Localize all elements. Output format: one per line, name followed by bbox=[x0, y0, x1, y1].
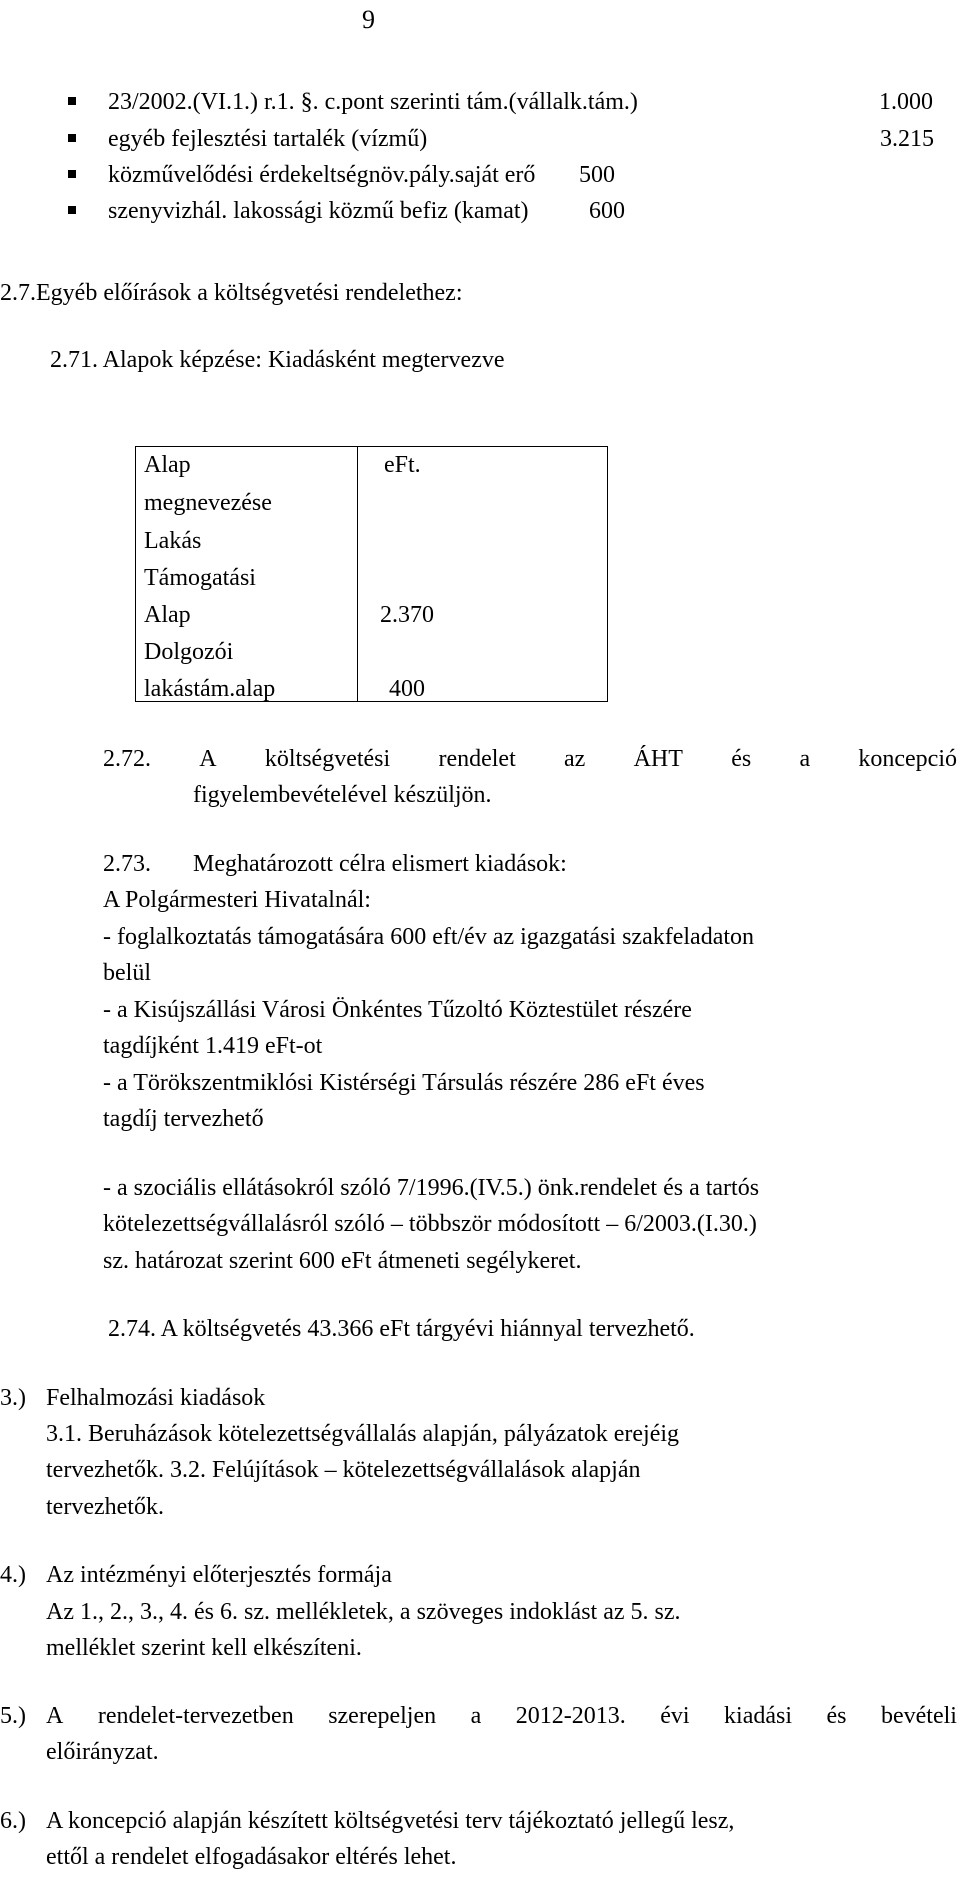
text-line: kötelezettségvállalásról szóló – többször módosított – 6/2003.(I.30.) bbox=[103, 1211, 757, 1237]
section-5-line2: előirányzat. bbox=[46, 1739, 159, 1765]
word: kiadási bbox=[724, 1703, 793, 1729]
table-row-name: lakástám.alap bbox=[144, 676, 276, 702]
word: A bbox=[199, 746, 217, 772]
word: évi bbox=[660, 1703, 690, 1729]
table-row-name: Dolgozói bbox=[144, 639, 234, 665]
text-line: - foglalkoztatás támogatására 600 eft/év az igazgatási szakfeladaton bbox=[103, 924, 755, 950]
section-3-title: Felhalmozási kiadások bbox=[46, 1385, 266, 1411]
list-item-amount: 1.000 bbox=[879, 89, 933, 115]
table-row-name: Támogatási bbox=[144, 565, 256, 591]
section-5-number: 5.) bbox=[0, 1703, 26, 1729]
text-line: tagdíj tervezhető bbox=[103, 1106, 264, 1132]
word: ÁHT bbox=[633, 746, 683, 772]
square-bullet-icon bbox=[68, 170, 76, 178]
text-line: - a Kisújszállási Városi Önkéntes Tűzoltó Köztestület részére bbox=[103, 997, 692, 1023]
section-2-71-heading: 2.71. Alapok képzése: Kiadásként megtervezve bbox=[50, 347, 505, 373]
word: A bbox=[46, 1703, 64, 1729]
section-6-line1: A koncepció alapján készített költségvetési terv tájékoztató jellegű lesz, bbox=[46, 1808, 735, 1834]
table-row-name: Alap bbox=[144, 602, 191, 628]
text-line: tagdíjként 1.419 eFt-ot bbox=[103, 1033, 323, 1059]
text-line: belül bbox=[103, 960, 151, 986]
section-2-74: 2.74. A költségvetés 43.366 eFt tárgyévi hiánnyal tervezhető. bbox=[108, 1316, 695, 1342]
section-3-number: 3.) bbox=[0, 1385, 26, 1411]
word: az bbox=[564, 746, 586, 772]
section-2-73-number: 2.73. bbox=[103, 851, 151, 877]
list-item-text: közművelődési érdekeltségnöv.pály.saját erő bbox=[108, 162, 536, 188]
section-6-line2: ettől a rendelet elfogadásakor eltérés lehet. bbox=[46, 1844, 457, 1870]
section-2-73-title: Meghatározott célra elismert kiadások: bbox=[193, 851, 567, 877]
section-2-7-heading: 2.7.Egyéb előírások a költségvetési rendelethez: bbox=[0, 280, 463, 306]
text-line: tervezhetők. 3.2. Felújítások – kötelezettségvállalások alapján bbox=[46, 1457, 641, 1483]
text-line: Az 1., 2., 3., 4. és 6. sz. mellékletek, a szöveges indoklást az 5. sz. bbox=[46, 1599, 681, 1625]
text-line: - a Törökszentmiklósi Kistérségi Társulás részére 286 eFt éves bbox=[103, 1070, 705, 1096]
section-4-number: 4.) bbox=[0, 1562, 26, 1588]
square-bullet-icon bbox=[68, 134, 76, 142]
word: rendelet bbox=[438, 746, 516, 772]
list-item-text: 23/2002.(VI.1.) r.1. §. c.pont szerinti tám.(vállalk.tám.) bbox=[108, 89, 638, 115]
table-header-unit: eFt. bbox=[384, 452, 421, 478]
table-row-value: 400 bbox=[389, 676, 425, 702]
page-number: 9 bbox=[362, 5, 375, 34]
section-6-number: 6.) bbox=[0, 1808, 26, 1834]
table-header-name: megnevezése bbox=[144, 490, 272, 516]
word: bevételi bbox=[881, 1703, 957, 1729]
section-number: 2.72. bbox=[103, 746, 151, 772]
section-2-72-line2: figyelembevételével készüljön. bbox=[193, 782, 492, 808]
table-header-name: Alap bbox=[144, 452, 191, 478]
text-line: melléklet szerint kell elkészíteni. bbox=[46, 1635, 362, 1661]
text-line: - a szociális ellátásokról szóló 7/1996.(IV.5.) önk.rendelet és a tartós bbox=[103, 1175, 760, 1201]
section-2-72-line bbox=[103, 741, 957, 777]
word: a bbox=[470, 1703, 482, 1729]
word: rendelet-tervezetben bbox=[97, 1703, 294, 1729]
fund-table bbox=[135, 446, 608, 702]
word: 2012-2013. bbox=[515, 1703, 626, 1729]
section-4-title: Az intézményi előterjesztés formája bbox=[46, 1562, 392, 1588]
list-item-text: szenyvizhál. lakossági közmű befiz (kamat) bbox=[108, 198, 529, 224]
table-row-value: 2.370 bbox=[380, 602, 434, 628]
text-line: tervezhetők. bbox=[46, 1494, 164, 1520]
word: koncepció bbox=[858, 746, 957, 772]
text-line: 3.1. Beruházások kötelezettségvállalás alapján, pályázatok erejéig bbox=[46, 1421, 680, 1447]
square-bullet-icon bbox=[68, 97, 76, 105]
table-column-divider bbox=[357, 447, 358, 701]
list-item-amount: 600 bbox=[589, 198, 625, 224]
word: költségvetési bbox=[264, 746, 391, 772]
square-bullet-icon bbox=[68, 206, 76, 214]
list-item-amount: 3.215 bbox=[880, 126, 934, 152]
section-5-line bbox=[46, 1698, 957, 1734]
word: és bbox=[826, 1703, 847, 1729]
text-line: A Polgármesteri Hivatalnál: bbox=[103, 887, 371, 913]
table-row-name: Lakás bbox=[144, 528, 202, 554]
list-item-amount: 500 bbox=[579, 162, 615, 188]
word: a bbox=[799, 746, 811, 772]
text-line: sz. határozat szerint 600 eFt átmeneti segélykeret. bbox=[103, 1248, 582, 1274]
word: és bbox=[731, 746, 752, 772]
list-item-text: egyéb fejlesztési tartalék (vízmű) bbox=[108, 126, 428, 152]
word: szerepeljen bbox=[328, 1703, 437, 1729]
